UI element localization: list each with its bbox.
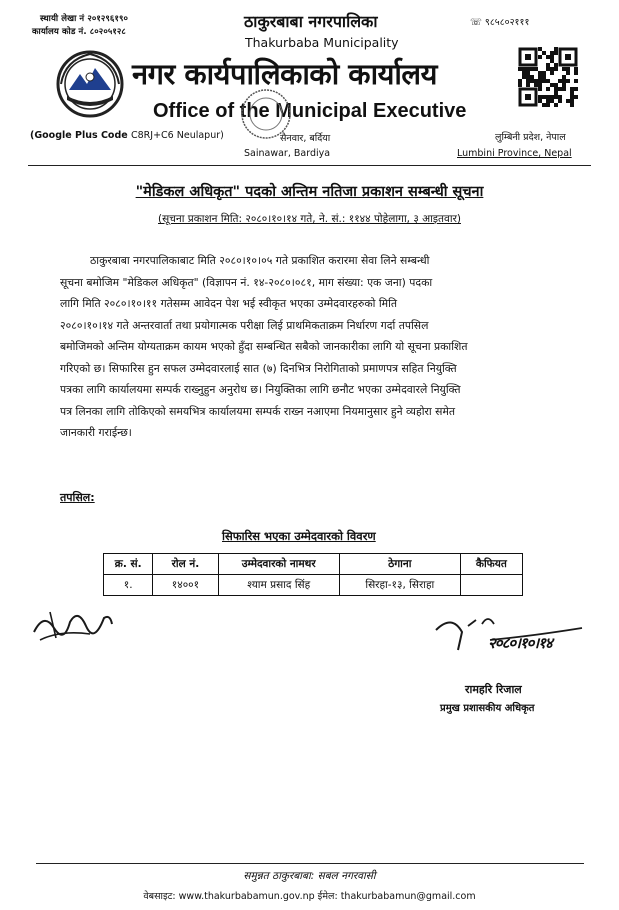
municipality-name-np: ठाकुरबाबा नगरपालिका — [244, 12, 378, 31]
footer-divider — [36, 863, 584, 864]
phone-number: ☏ ९८५८०२१११ — [470, 17, 530, 28]
notice-subtitle: (सूचना प्रकाशन मिति: २०८०।१०।१४ गते, ने. सं.: ११४४ पोहेलागा, ३ आइतवार) — [158, 213, 461, 225]
table-cell: १४००१ — [153, 575, 218, 596]
office-title-np: नगर कार्यपालिकाको कार्यालय — [132, 57, 437, 91]
body-line: लागि मिति २०८०।१०।११ गतेसम्म आवेदन पेश भई स्वीकृत भएका उम्मेदवारहरुको मिति — [60, 297, 398, 310]
office-title-en: Office of the Municipal Executive — [153, 100, 467, 122]
column-header: क्र. सं. — [104, 554, 153, 575]
tapasil-label: तपसिल: — [60, 491, 95, 504]
table-cell — [460, 575, 522, 596]
address-en: Sainawar, Bardiya — [244, 148, 331, 159]
column-header: उम्मेदवारको नामथर — [218, 554, 339, 575]
signature-date: २०८०।१०।१४ — [488, 634, 552, 652]
footer-contact — [0, 889, 619, 902]
column-header: कैफियत — [460, 554, 522, 575]
province-en: Lumbini Province, Nepal — [457, 148, 572, 159]
phone-icon: ☏ — [470, 17, 482, 28]
body-line: २०८०।१०।१४ गते अन्तरवार्ता तथा प्रयोगात्मक परीक्षा लिई प्राथमिकताक्रम निर्धारण गर्दा तपसिल — [60, 318, 429, 332]
body-line: पत्रका लागि कार्यालयमा सम्पर्क राख्नुहुन अनुरोध छ। नियुक्तिका लागि छनौट भएका उम्मेदवारले नियुक्ति — [60, 383, 461, 396]
footer-slogan: समुन्नत ठाकुरबाबा: सबल नगरवासी — [243, 870, 376, 882]
body-line: ठाकुरबाबा नगरपालिकाबाट मिति २०८०।१०।०५ गते प्रकाशित करारमा सेवा लिने सम्बन्धी — [90, 254, 430, 267]
table-cell: श्याम प्रसाद सिंह — [218, 575, 339, 596]
column-header: रोल नं. — [153, 554, 218, 575]
body-line: सूचना बमोजिम "मेडिकल अधिकृत" (विज्ञापन नं. १४-२०८०।०८१, माग संख्या: एक जना) पदका — [60, 275, 433, 289]
header-divider — [28, 165, 591, 166]
email-link[interactable]: thakurbabamun@gmail.com — [340, 891, 476, 902]
google-plus-code: (Google Plus Code C8RJ+C6 Neulapur) — [30, 130, 224, 141]
municipality-emblem-icon — [55, 50, 125, 118]
email-label: ईमेल: — [317, 891, 338, 902]
table-row — [104, 575, 523, 596]
table-header-row — [104, 554, 523, 575]
body-line: गरिएको छ। सिफारिस हुन सफल उम्मेदवारलाई सात (७) दिनभित्र निरोगिताको प्रमाणपत्र सहित नियुक्ति — [60, 361, 457, 375]
notice-body — [60, 250, 582, 444]
province-np: लुम्बिनी प्रदेश, नेपाल — [495, 132, 566, 143]
candidate-table — [103, 553, 523, 596]
table-cell: १. — [104, 575, 153, 596]
office-code: कार्यालय कोड नं. ८०२०५१२८ — [32, 27, 126, 37]
signatory-name: रामहरि रिजाल — [465, 683, 522, 696]
notice-title: "मेडिकल अधिकृत" पदको अन्तिम नतिजा प्रकाशन सम्बन्धी सूचना — [135, 184, 484, 200]
website-label: वेबसाइट: — [143, 891, 176, 902]
table-cell: सिरहा-१३, सिराहा — [339, 575, 460, 596]
table-title: सिफारिस भएका उम्मेदवारको विवरण — [222, 529, 376, 543]
registration-number: स्थायी लेखा नं २०१२९६१९० — [40, 14, 129, 24]
website-link[interactable]: www.thakurbabamun.gov.np — [178, 891, 315, 902]
column-header: ठेगाना — [339, 554, 460, 575]
municipality-name-en: Thakurbaba Municipality — [245, 35, 399, 50]
body-line: जानकारी गराईन्छ। — [60, 426, 132, 439]
signatory-designation: प्रमुख प्रशासकीय अधिकृत — [440, 703, 535, 714]
body-line: बमोजिमको अन्तिम योग्यताक्रम कायम भएको हुँदा सम्बन्धित सबैको जानकारीका लागि यो सूचना प्रकाशित — [60, 340, 468, 353]
body-line: पत्र लिनका लागि तोकिएको समयभित्र कार्यालयमा सम्पर्क राख्न नआएमा नियमानुसार हुने व्यहोरा समेत — [60, 404, 456, 418]
qr-code-icon — [518, 47, 578, 107]
handwritten-initial-signature — [30, 600, 115, 650]
address-np: सैनवार, बर्दिया — [280, 133, 331, 144]
